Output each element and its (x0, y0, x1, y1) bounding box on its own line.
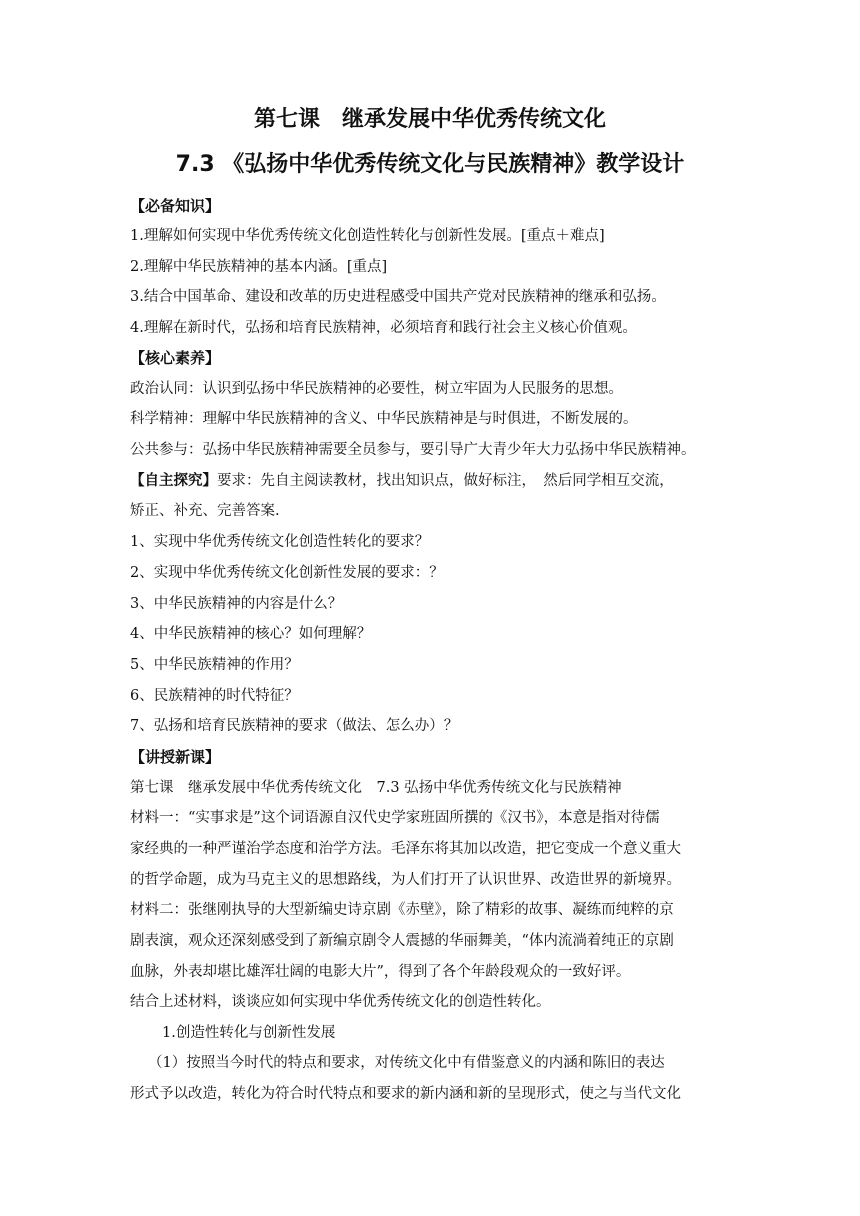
lesson-line: 的哲学命题，成为马克主义的思想路线，为人们打开了认识世界、改造世界的新境界。 (130, 872, 681, 888)
section-heading-knowledge: 【必备知识】 (130, 197, 221, 215)
inquiry-question: 6、民族精神的时代特征？ (130, 688, 299, 704)
lesson-line: 结合上述材料，谈谈应如何实现中华优秀传统文化的创造性转化。 (130, 994, 551, 1010)
literacy-item: 政治认同：认识到弘扬中华民族精神的必要性，树立牢固为人民服务的思想。 (130, 381, 623, 397)
lesson-line: 血脉，外表却堪比雄浑壮阔的电影大片”，得到了各个年龄段观众的一致好评。 (130, 964, 631, 980)
inquiry-intro (130, 469, 740, 493)
literacy-item: 科学精神：理解中华民族精神的含义、中华民族精神是与时俱进，不断发展的。 (130, 411, 638, 427)
knowledge-item: 4.理解在新时代，弘扬和培育民族精神，必须培育和践行社会主义核心价值观。 (130, 320, 637, 336)
inquiry-instructions-cont: 矫正、补充、完善答案. (130, 503, 280, 519)
inquiry-question: 7、弘扬和培育民族精神的要求（做法、怎么办）？ (130, 718, 459, 734)
knowledge-item: 1.理解如何实现中华优秀传统文化创造性转化与创新性发展。[重点＋难点] (130, 228, 605, 244)
lesson-line: 材料一：“实事求是”这个词语源自汉代史学家班固所撰的《汉书》，本意是指对待儒 (130, 810, 660, 826)
section-heading-literacy: 【核心素养】 (130, 349, 221, 367)
inquiry-question: 5、中华民族精神的作用？ (130, 657, 299, 673)
inquiry-question: 3、中华民族精神的内容是什么？ (130, 596, 343, 612)
lesson-line: 剧表演，观众还深刻感受到了新编京剧令人震撼的华丽舞美，“体内流淌着纯正的京剧 (130, 933, 674, 949)
lesson-paragraph: （1）按照当今时代的特点和要求，对传统文化中有借鉴意义的内涵和陈旧的表达 (148, 1055, 665, 1071)
inquiry-question: 2、实现中华优秀传统文化创新性发展的要求：？ (130, 565, 444, 581)
section-heading-inquiry: 【自主探究】 (130, 473, 217, 489)
inquiry-question: 1、实现中华优秀传统文化创造性转化的要求？ (130, 534, 430, 550)
lesson-subheading: 1.创造性转化与创新性发展 (162, 1025, 336, 1041)
lesson-line: 材料二：张继刚执导的大型新编史诗京剧《赤壁》，除了精彩的故事、凝练而纯粹的京 (130, 902, 674, 918)
inquiry-instructions: 要求：先自主阅读教材，找出知识点，做好标注， 然后同学相互交流， (217, 473, 674, 489)
lesson-line: 第七课 继承发展中华优秀传统文化 7.3 弘扬中华优秀传统文化与民族精神 (130, 780, 622, 796)
section-heading-lesson: 【讲授新课】 (130, 748, 221, 766)
knowledge-item: 3.结合中国革命、建设和改革的历史进程感受中国共产党对民族精神的继承和弘扬。 (130, 289, 666, 305)
inquiry-question: 4、中华民族精神的核心？如何理解？ (130, 626, 372, 642)
lesson-title: 第七课 继承发展中华优秀传统文化 (253, 107, 606, 132)
knowledge-item: 2.理解中华民族精神的基本内涵。[重点] (130, 259, 388, 275)
lesson-line: 家经典的一种严谨治学态度和治学方法。毛泽东将其加以改造，把它变成一个意义重大 (130, 841, 681, 857)
lesson-subtitle: 7.3 《弘扬中华优秀传统文化与民族精神》教学设计 (175, 152, 685, 177)
lesson-paragraph-cont: 形式予以改造，转化为符合时代特点和要求的新内涵和新的呈现形式，使之与当代文化 (130, 1086, 681, 1102)
literacy-item: 公共参与：弘扬中华民族精神需要全员参与，要引导广大青少年大力弘扬中华民族精神。 (130, 442, 696, 458)
